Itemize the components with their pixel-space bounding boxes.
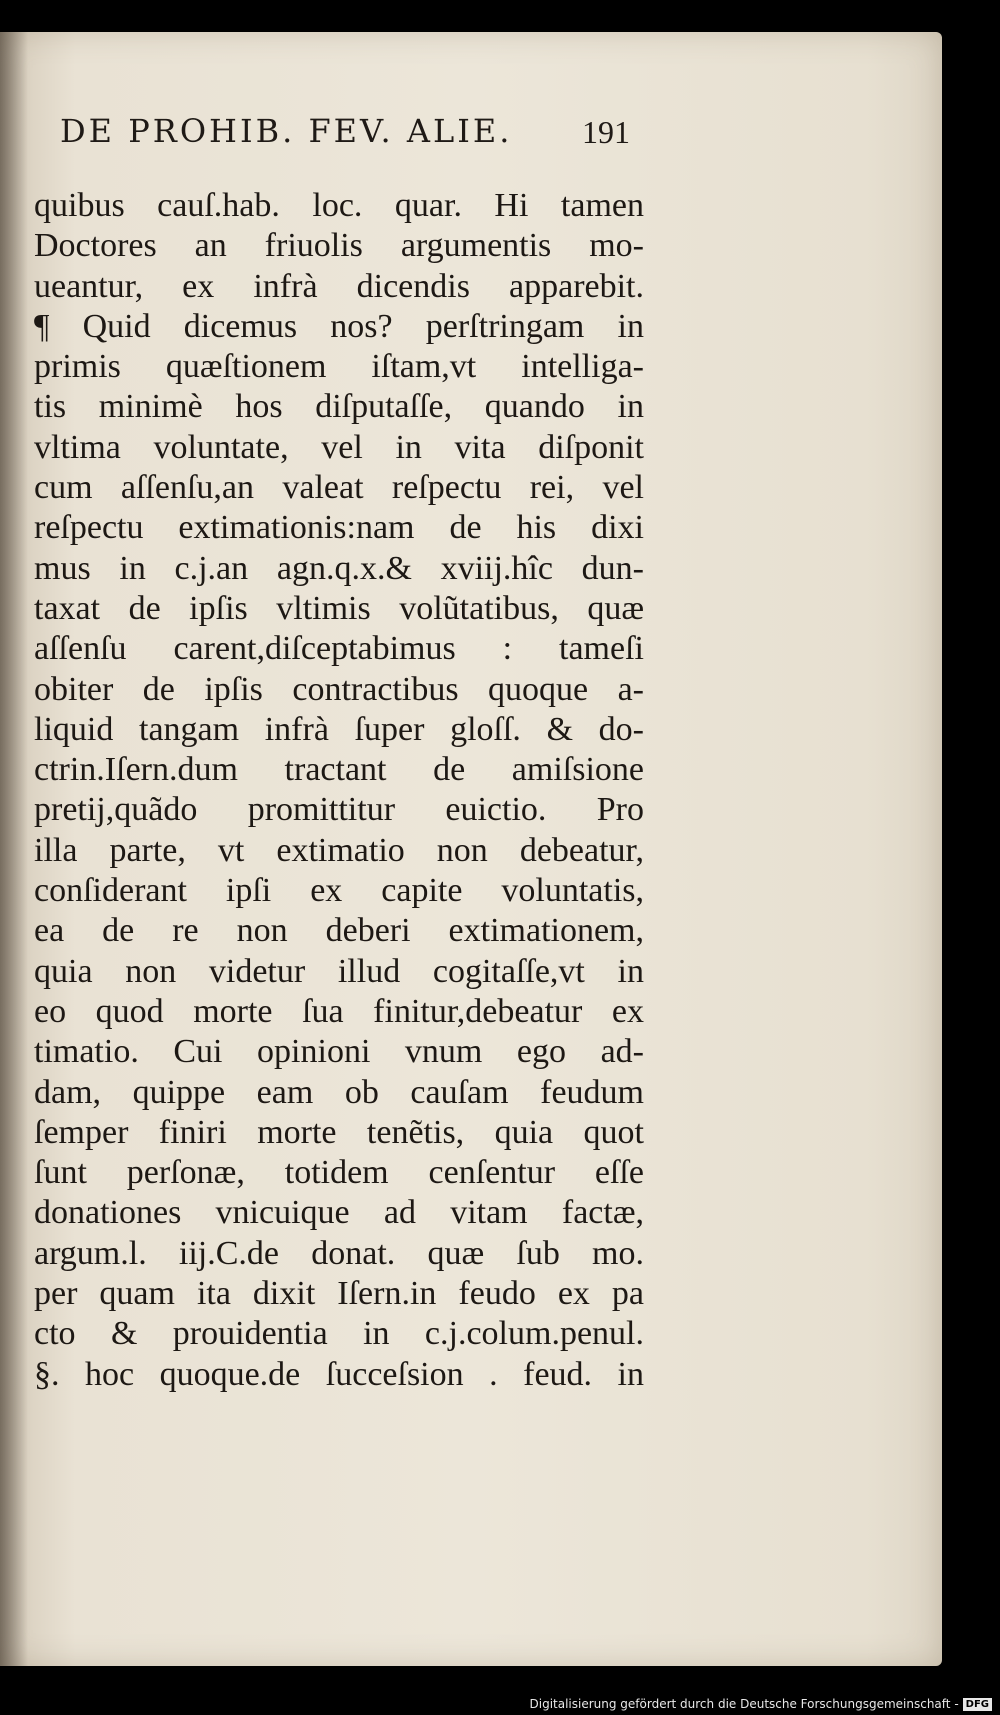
text-line: ſemper finiri morte tenẽtis, quia quot — [34, 1113, 644, 1151]
text-line: eo quod morte ſua finitur,debeatur ex — [34, 992, 644, 1030]
body-text — [34, 186, 644, 1395]
text-line: obiter de ipſis contractibus quoque a- — [34, 670, 644, 708]
text-line: vltima voluntate, vel in vita diſponit — [34, 428, 644, 466]
text-line: liquid tangam infrà ſuper gloſſ. & do- — [34, 710, 644, 748]
text-line: donationes vnicuique ad vitam factæ, — [34, 1194, 644, 1232]
text-line: primis quæſtionem iſtam,vt intelliga- — [34, 348, 644, 386]
text-line: ſunt perſonæ, totidem cenſentur eſſe — [34, 1154, 644, 1192]
text-line: pretij,quãdo promittitur euictio. Pro — [34, 791, 644, 829]
text-line: ctrin.Iſern.dum tractant de amiſsione — [34, 751, 644, 789]
page-number: 191 — [582, 114, 630, 150]
text-line: aſſenſu carent,diſceptabimus : tameſi — [34, 630, 644, 668]
text-line: Doctores an friuolis argumentis mo- — [34, 227, 644, 265]
text-line: tis minimè hos diſputaſſe, quando in — [34, 388, 644, 426]
text-line: §. hoc quoque.de ſucceſsion . feud. in — [34, 1355, 644, 1393]
text-line: illa parte, vt extimatio non debeatur, — [34, 831, 644, 869]
text-line: ea de re non deberi extimationem, — [34, 912, 644, 950]
text-line: ¶ Quid dicemus nos? perſtringam in — [34, 307, 644, 345]
digitization-credit — [530, 1697, 993, 1711]
text-line: argum.l. iij.C.de donat. quæ ſub mo. — [34, 1234, 644, 1272]
text-line: quibus cauſ.hab. loc. quar. Hi tamen — [34, 187, 644, 224]
text-line: dam, quippe eam ob cauſam feudum — [34, 1073, 644, 1111]
text-line: conſiderant ipſi ex capite voluntatis, — [34, 872, 644, 910]
dfg-logo: DFG — [963, 1698, 992, 1711]
text-line: mus in c.j.an agn.q.x.& xviij.hîc dun- — [34, 549, 644, 587]
text-line: per quam ita dixit Iſern.in feudo ex pa — [34, 1275, 644, 1313]
book-page — [0, 32, 942, 1666]
text-line: cto & prouidentia in c.j.colum.penul. — [34, 1315, 644, 1353]
text-line: taxat de ipſis vltimis volũtatibus, quæ — [34, 589, 644, 627]
text-line: reſpectu extimationis:nam de his dixi — [34, 509, 644, 547]
text-line: quia non videtur illud cogitaſſe,vt in — [34, 952, 644, 990]
text-line: cum aſſenſu,an valeat reſpectu rei, vel — [34, 469, 644, 507]
text-line: timatio. Cui opinioni vnum ego ad- — [34, 1033, 644, 1071]
credit-text: Digitalisierung gefördert durch die Deutsche Forschungsgemeinschaft - — [529, 1697, 959, 1711]
text-line: ueantur, ex infrà dicendis apparebit. — [34, 267, 644, 305]
running-title: DE PROHIB. FEV. ALIE. — [60, 112, 513, 150]
